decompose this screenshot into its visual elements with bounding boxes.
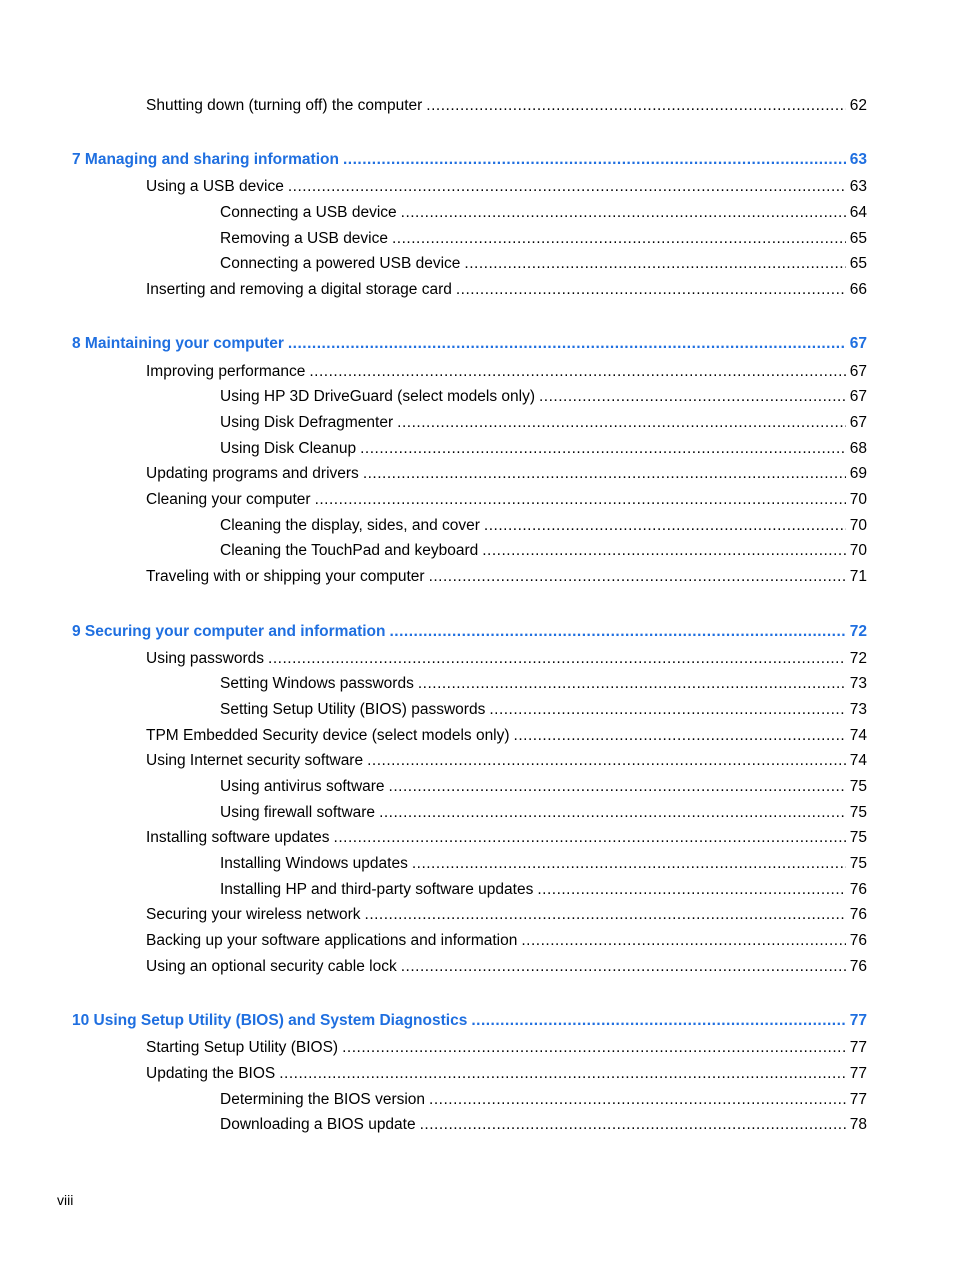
toc-entry[interactable] xyxy=(146,362,867,382)
dot-leader xyxy=(268,649,846,669)
toc-entry-title: Improving performance xyxy=(146,363,306,380)
dot-leader xyxy=(426,96,845,116)
toc-entry[interactable] xyxy=(146,177,867,197)
toc-subentry[interactable] xyxy=(220,541,867,561)
toc-subentry[interactable] xyxy=(220,229,867,249)
toc-entry-page: 78 xyxy=(849,1116,867,1133)
toc-entry-page: 65 xyxy=(849,255,867,272)
toc-chapter-entry[interactable] xyxy=(72,150,867,170)
dot-leader xyxy=(412,854,846,874)
toc-entry-page: 70 xyxy=(849,491,867,508)
toc-entry-title: 7 Managing and sharing information xyxy=(72,151,339,168)
toc-entry-title: Using an optional security cable lock xyxy=(146,958,397,975)
toc-entry-title: Traveling with or shipping your computer xyxy=(146,568,425,585)
toc-chapter-entry[interactable] xyxy=(72,334,867,354)
toc-entry[interactable] xyxy=(146,931,867,951)
toc-entry[interactable] xyxy=(146,490,867,510)
dot-leader xyxy=(309,362,845,382)
toc-entry-page: 75 xyxy=(849,829,867,846)
toc-entry[interactable] xyxy=(146,1064,867,1084)
toc-entry[interactable] xyxy=(146,751,867,771)
toc-entry[interactable] xyxy=(146,464,867,484)
toc-entry-page: 77 xyxy=(849,1091,867,1108)
toc-chapter-entry[interactable] xyxy=(72,622,867,642)
toc-subentry[interactable] xyxy=(220,516,867,536)
dot-leader xyxy=(342,1038,846,1058)
toc-entry-title: Updating programs and drivers xyxy=(146,465,359,482)
toc-entry[interactable] xyxy=(146,828,867,848)
toc-subentry[interactable] xyxy=(220,1115,867,1135)
dot-leader xyxy=(379,803,846,823)
toc-entry-title: Starting Setup Utility (BIOS) xyxy=(146,1039,339,1056)
toc-entry[interactable] xyxy=(146,1038,867,1058)
toc-entry-title: Connecting a powered USB device xyxy=(220,255,461,272)
dot-leader xyxy=(343,150,846,170)
dot-leader xyxy=(288,334,846,354)
toc-entry-page: 74 xyxy=(849,727,867,744)
toc-entry-page: 67 xyxy=(849,363,867,380)
toc-entry-title: Installing HP and third-party software updates xyxy=(220,881,534,898)
toc-entry-page: 69 xyxy=(849,465,867,482)
toc-entry-page: 68 xyxy=(849,440,867,457)
dot-leader xyxy=(471,1011,845,1031)
toc-entry-page: 67 xyxy=(849,414,867,431)
toc-entry-page: 63 xyxy=(849,151,867,168)
toc-entry-page: 62 xyxy=(849,97,867,114)
toc-entry-title: Using HP 3D DriveGuard (select models only) xyxy=(220,388,535,405)
toc-subentry[interactable] xyxy=(220,880,867,900)
dot-leader xyxy=(401,203,846,223)
toc-entry[interactable] xyxy=(146,649,867,669)
dot-leader xyxy=(279,1064,846,1084)
toc-entry-title: Using Disk Defragmenter xyxy=(220,414,394,431)
dot-leader xyxy=(365,905,846,925)
dot-leader xyxy=(334,828,846,848)
toc-entry[interactable] xyxy=(146,726,867,746)
dot-leader xyxy=(397,413,846,433)
toc-entry-title: Inserting and removing a digital storage card xyxy=(146,281,452,298)
toc-entry-page: 76 xyxy=(849,958,867,975)
toc-entry-page: 75 xyxy=(849,778,867,795)
dot-leader xyxy=(367,751,846,771)
toc-subentry[interactable] xyxy=(220,439,867,459)
toc-entry-page: 71 xyxy=(849,568,867,585)
toc-entry-page: 72 xyxy=(849,650,867,667)
toc-entry-title: 10 Using Setup Utility (BIOS) and System Diagnostics xyxy=(72,1012,468,1029)
toc-entry[interactable] xyxy=(146,567,867,587)
toc-entry-page: 75 xyxy=(849,804,867,821)
toc-subentry[interactable] xyxy=(220,413,867,433)
toc-subentry[interactable] xyxy=(220,700,867,720)
toc-entry-title: Cleaning the TouchPad and keyboard xyxy=(220,542,479,559)
toc-entry-page: 66 xyxy=(849,281,867,298)
dot-leader xyxy=(363,464,846,484)
toc-entry-title: Using firewall software xyxy=(220,804,376,821)
toc-entry-title: Securing your wireless network xyxy=(146,906,361,923)
toc-entry-page: 77 xyxy=(849,1039,867,1056)
toc-entry-page: 73 xyxy=(849,701,867,718)
dot-leader xyxy=(489,700,845,720)
toc-entry-page: 75 xyxy=(849,855,867,872)
toc-entry-title: Removing a USB device xyxy=(220,230,388,247)
toc-entry[interactable] xyxy=(146,96,867,116)
toc-entry-page: 76 xyxy=(849,906,867,923)
toc-entry[interactable] xyxy=(146,280,867,300)
toc-entry-page: 70 xyxy=(849,517,867,534)
toc-entry-title: 8 Maintaining your computer xyxy=(72,335,284,352)
toc-entry-page: 63 xyxy=(849,178,867,195)
toc-entry-title: Using passwords xyxy=(146,650,265,667)
toc-entry-title: Setting Windows passwords xyxy=(220,675,414,692)
dot-leader xyxy=(389,777,846,797)
dot-leader xyxy=(484,516,846,536)
toc-entry[interactable] xyxy=(146,905,867,925)
dot-leader xyxy=(360,439,846,459)
dot-leader xyxy=(456,280,846,300)
toc-entry-title: Installing software updates xyxy=(146,829,330,846)
toc-entry-page: 74 xyxy=(849,752,867,769)
toc-entry-page: 77 xyxy=(849,1065,867,1082)
toc-entry-page: 67 xyxy=(849,388,867,405)
toc-entry-title: Downloading a BIOS update xyxy=(220,1116,416,1133)
toc-subentry[interactable] xyxy=(220,387,867,407)
toc-entry-title: Backing up your software applications and information xyxy=(146,932,518,949)
dot-leader xyxy=(482,541,846,561)
dot-leader xyxy=(514,726,846,746)
toc-entry-page: 76 xyxy=(849,932,867,949)
toc-subentry[interactable] xyxy=(220,1090,867,1110)
toc-entry-title: Cleaning your computer xyxy=(146,491,311,508)
toc-entry-page: 76 xyxy=(849,881,867,898)
toc-subentry[interactable] xyxy=(220,777,867,797)
toc-entry-title: Using antivirus software xyxy=(220,778,385,795)
dot-leader xyxy=(521,931,845,951)
toc-entry-page: 72 xyxy=(849,623,867,640)
toc-subentry[interactable] xyxy=(220,803,867,823)
toc-entry-title: Cleaning the display, sides, and cover xyxy=(220,517,480,534)
dot-leader xyxy=(429,1090,846,1110)
dot-leader xyxy=(392,229,846,249)
dot-leader xyxy=(539,387,846,407)
toc-entry-page: 70 xyxy=(849,542,867,559)
toc-entry-title: Setting Setup Utility (BIOS) passwords xyxy=(220,701,486,718)
toc-subentry[interactable] xyxy=(220,254,867,274)
toc-entry-page: 77 xyxy=(849,1012,867,1029)
dot-leader xyxy=(401,957,846,977)
toc-entry[interactable] xyxy=(146,957,867,977)
toc-entry-page: 67 xyxy=(849,335,867,352)
dot-leader xyxy=(429,567,846,587)
toc-entry-title: Using Disk Cleanup xyxy=(220,440,357,457)
dot-leader xyxy=(464,254,845,274)
page-number: viii xyxy=(57,1192,74,1208)
dot-leader xyxy=(537,880,845,900)
toc-entry-title: Determining the BIOS version xyxy=(220,1091,426,1108)
toc-entry-page: 64 xyxy=(849,204,867,221)
toc-entry-title: Connecting a USB device xyxy=(220,204,397,221)
toc-entry-title: TPM Embedded Security device (select models only) xyxy=(146,727,510,744)
dot-leader xyxy=(418,674,846,694)
toc-entry-title: Using Internet security software xyxy=(146,752,364,769)
toc-entry-title: 9 Securing your computer and information xyxy=(72,623,386,640)
dot-leader xyxy=(420,1115,846,1135)
dot-leader xyxy=(389,622,845,642)
toc-entry-title: Installing Windows updates xyxy=(220,855,408,872)
toc-entry-page: 65 xyxy=(849,230,867,247)
toc-subentry[interactable] xyxy=(220,674,867,694)
dot-leader xyxy=(288,177,846,197)
toc-entry-title: Using a USB device xyxy=(146,178,284,195)
toc-entry-page: 73 xyxy=(849,675,867,692)
dot-leader xyxy=(315,490,846,510)
toc-subentry[interactable] xyxy=(220,203,867,223)
toc-chapter-entry[interactable] xyxy=(72,1011,867,1031)
toc-entry-title: Updating the BIOS xyxy=(146,1065,276,1082)
toc-entry-title: Shutting down (turning off) the computer xyxy=(146,97,423,114)
toc-subentry[interactable] xyxy=(220,854,867,874)
